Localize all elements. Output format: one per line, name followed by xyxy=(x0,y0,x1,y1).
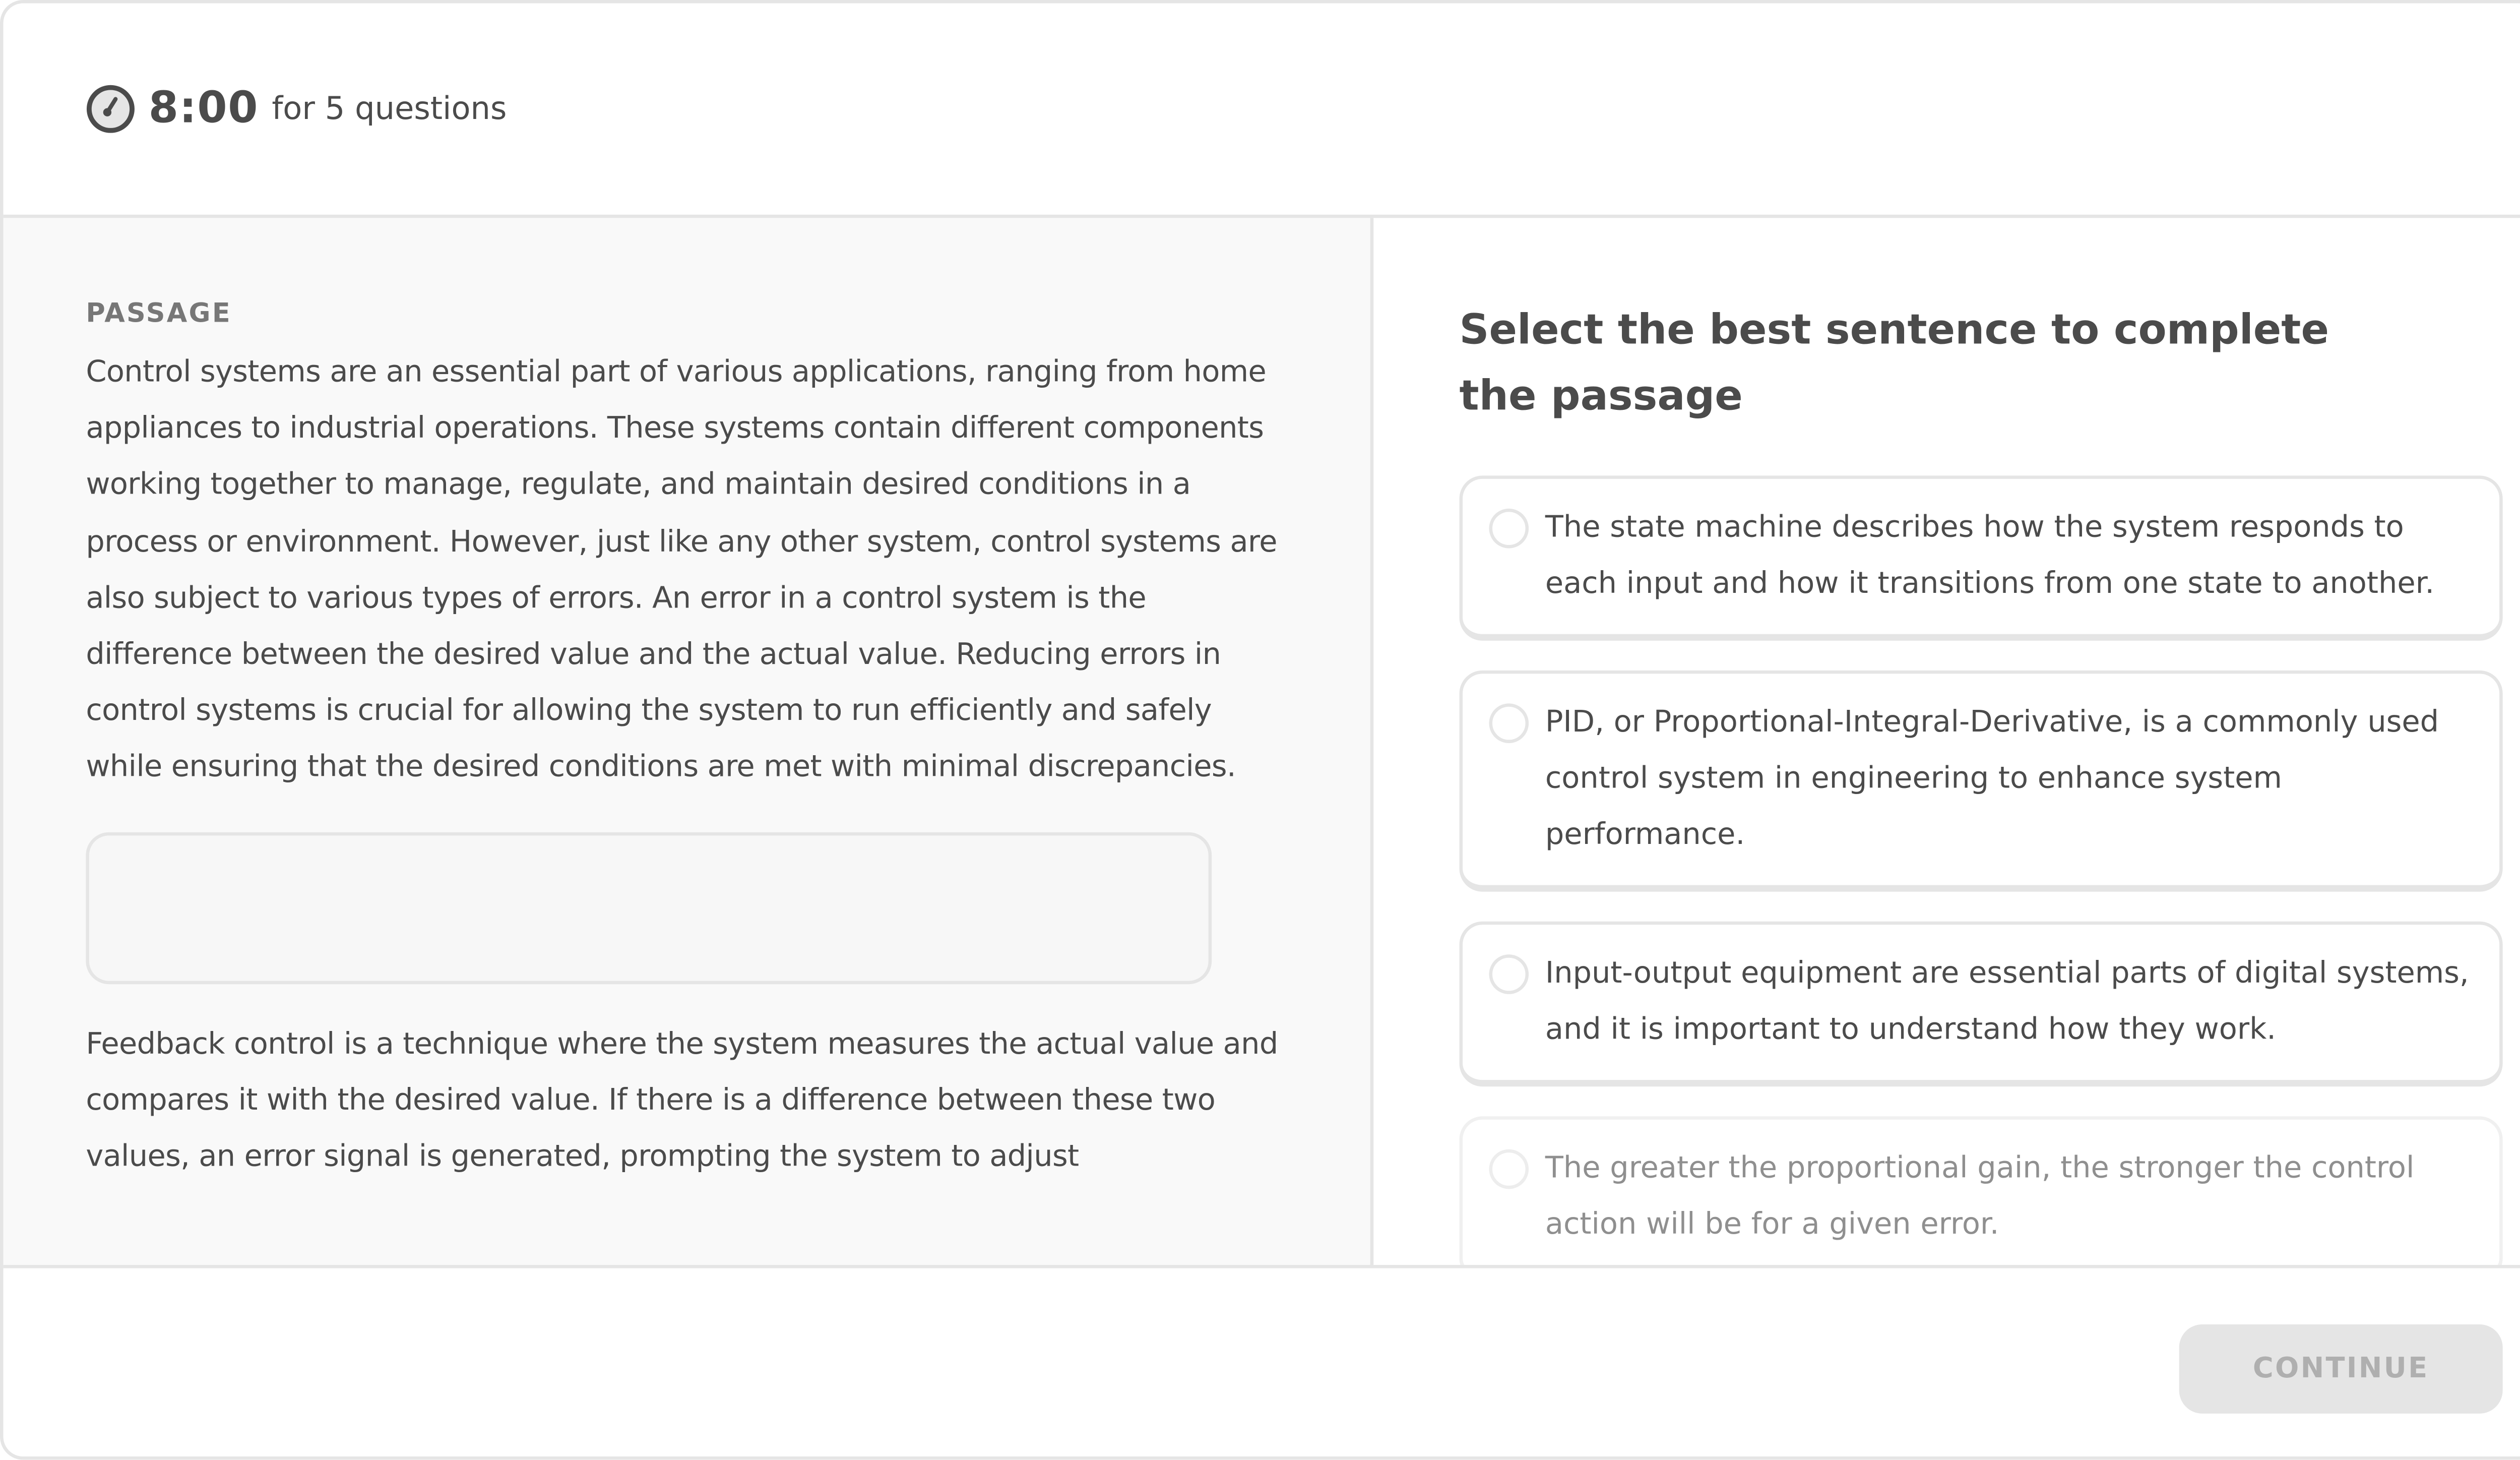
option-text: The state machine describes how the system responds to each input and how it transitions from one state to another. xyxy=(1545,510,2435,601)
option-text: PID, or Proportional-Integral-Derivative, is a commonly used control system in engineering to enhance system performance. xyxy=(1545,705,2439,853)
passage-panel[interactable] xyxy=(4,218,1374,1265)
radio-icon[interactable] xyxy=(1489,703,1529,743)
radio-icon[interactable] xyxy=(1489,954,1529,994)
passage-paragraph-2: Feedback control is a technique where the system measures the actual value and compares it with the desired value. If there is a difference between these two values, an error signal is generated, prompting the system to adjust xyxy=(86,1026,1278,1174)
timer-icon xyxy=(86,84,135,134)
header xyxy=(4,4,2520,218)
answer-option[interactable] xyxy=(1460,671,2503,892)
passage-paragraph-1: Control systems are an essential part of various applications, ranging from home appliances to industrial operations. These systems contain different components working together to manage, regulate, and maintain desired conditions in a process or environment. However, just like any other system, control systems are also subject to various types of errors. An error in a control system is the difference between the desired value and the actual value. Reducing errors in control systems is crucial for allowing the system to run efficiently and safely while ensuring that the desired conditions are met with minimal discrepancies. xyxy=(86,355,1277,785)
option-text: The greater the proportional gain, the stronger the control action will be for a given error. xyxy=(1545,1151,2415,1242)
question-prompt: Select the best sentence to complete the passage xyxy=(1459,305,2329,419)
radio-icon[interactable] xyxy=(1489,509,1529,549)
option-text: Input-output equipment are essential parts of digital systems, and it is important to understand how they work. xyxy=(1545,956,2469,1047)
footer xyxy=(4,1265,2520,1456)
passage-label: PASSAGE xyxy=(86,297,232,329)
answer-option[interactable] xyxy=(1460,1116,2503,1265)
timer-suffix: for 5 questions xyxy=(272,91,507,128)
continue-button[interactable]: CONTINUE xyxy=(2179,1324,2503,1414)
passage-blank-slot[interactable] xyxy=(86,832,1212,984)
answer-option[interactable] xyxy=(1460,475,2503,641)
answer-option[interactable] xyxy=(1460,922,2503,1087)
timer-value: 8:00 xyxy=(148,84,259,134)
question-panel[interactable] xyxy=(1377,218,2520,1265)
radio-icon[interactable] xyxy=(1489,1149,1529,1189)
